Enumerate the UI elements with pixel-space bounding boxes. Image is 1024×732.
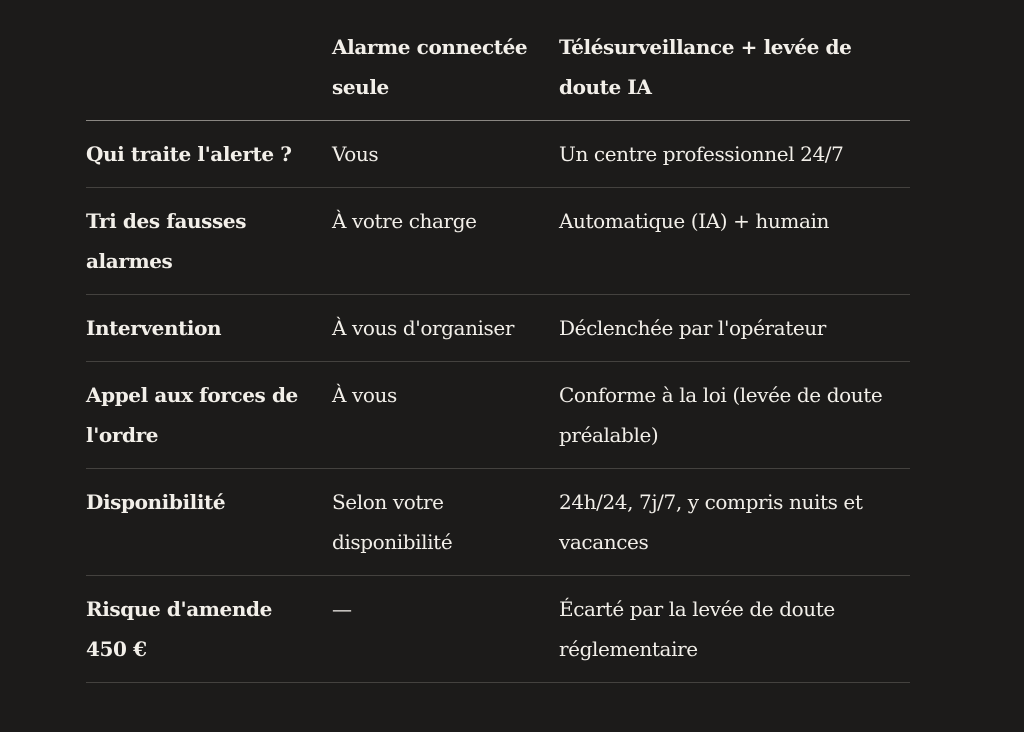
cell-alarm-only: À vous bbox=[332, 362, 559, 469]
cell-monitoring: Déclenchée par l'opérateur bbox=[559, 295, 910, 362]
cell-monitoring: Automatique (IA) + humain bbox=[559, 188, 910, 295]
cell-alarm-only: Vous bbox=[332, 121, 559, 188]
cell-alarm-only: À votre charge bbox=[332, 188, 559, 295]
cell-alarm-only: Selon votre disponibilité bbox=[332, 469, 559, 576]
cell-monitoring: Un centre professionnel 24/7 bbox=[559, 121, 910, 188]
row-label: Qui traite l'alerte ? bbox=[86, 121, 332, 188]
table-row bbox=[86, 469, 910, 576]
table-row bbox=[86, 362, 910, 469]
cell-monitoring: 24h/24, 7j/7, y compris nuits et vacances bbox=[559, 469, 910, 576]
cell-monitoring: Écarté par la levée de doute réglementaire bbox=[559, 576, 910, 683]
row-label: Risque d'amende 450 € bbox=[86, 576, 332, 683]
row-label: Appel aux forces de l'ordre bbox=[86, 362, 332, 469]
header-alarm-only: Alarme connectée seule bbox=[332, 27, 559, 121]
row-label: Intervention bbox=[86, 295, 332, 362]
table-row bbox=[86, 295, 910, 362]
cell-monitoring: Conforme à la loi (levée de doute préalable) bbox=[559, 362, 910, 469]
table-header bbox=[86, 27, 910, 121]
table-row bbox=[86, 121, 910, 188]
cell-alarm-only: À vous d'organiser bbox=[332, 295, 559, 362]
row-label: Tri des fausses alarmes bbox=[86, 188, 332, 295]
table-row bbox=[86, 576, 910, 683]
table-body bbox=[86, 121, 910, 683]
table-row bbox=[86, 188, 910, 295]
header-row bbox=[86, 27, 910, 121]
header-monitoring: Télésurveillance + levée de doute IA bbox=[559, 27, 910, 121]
comparison-table bbox=[86, 27, 910, 683]
header-empty-cell bbox=[86, 27, 332, 121]
cell-alarm-only: — bbox=[332, 576, 559, 683]
row-label: Disponibilité bbox=[86, 469, 332, 576]
